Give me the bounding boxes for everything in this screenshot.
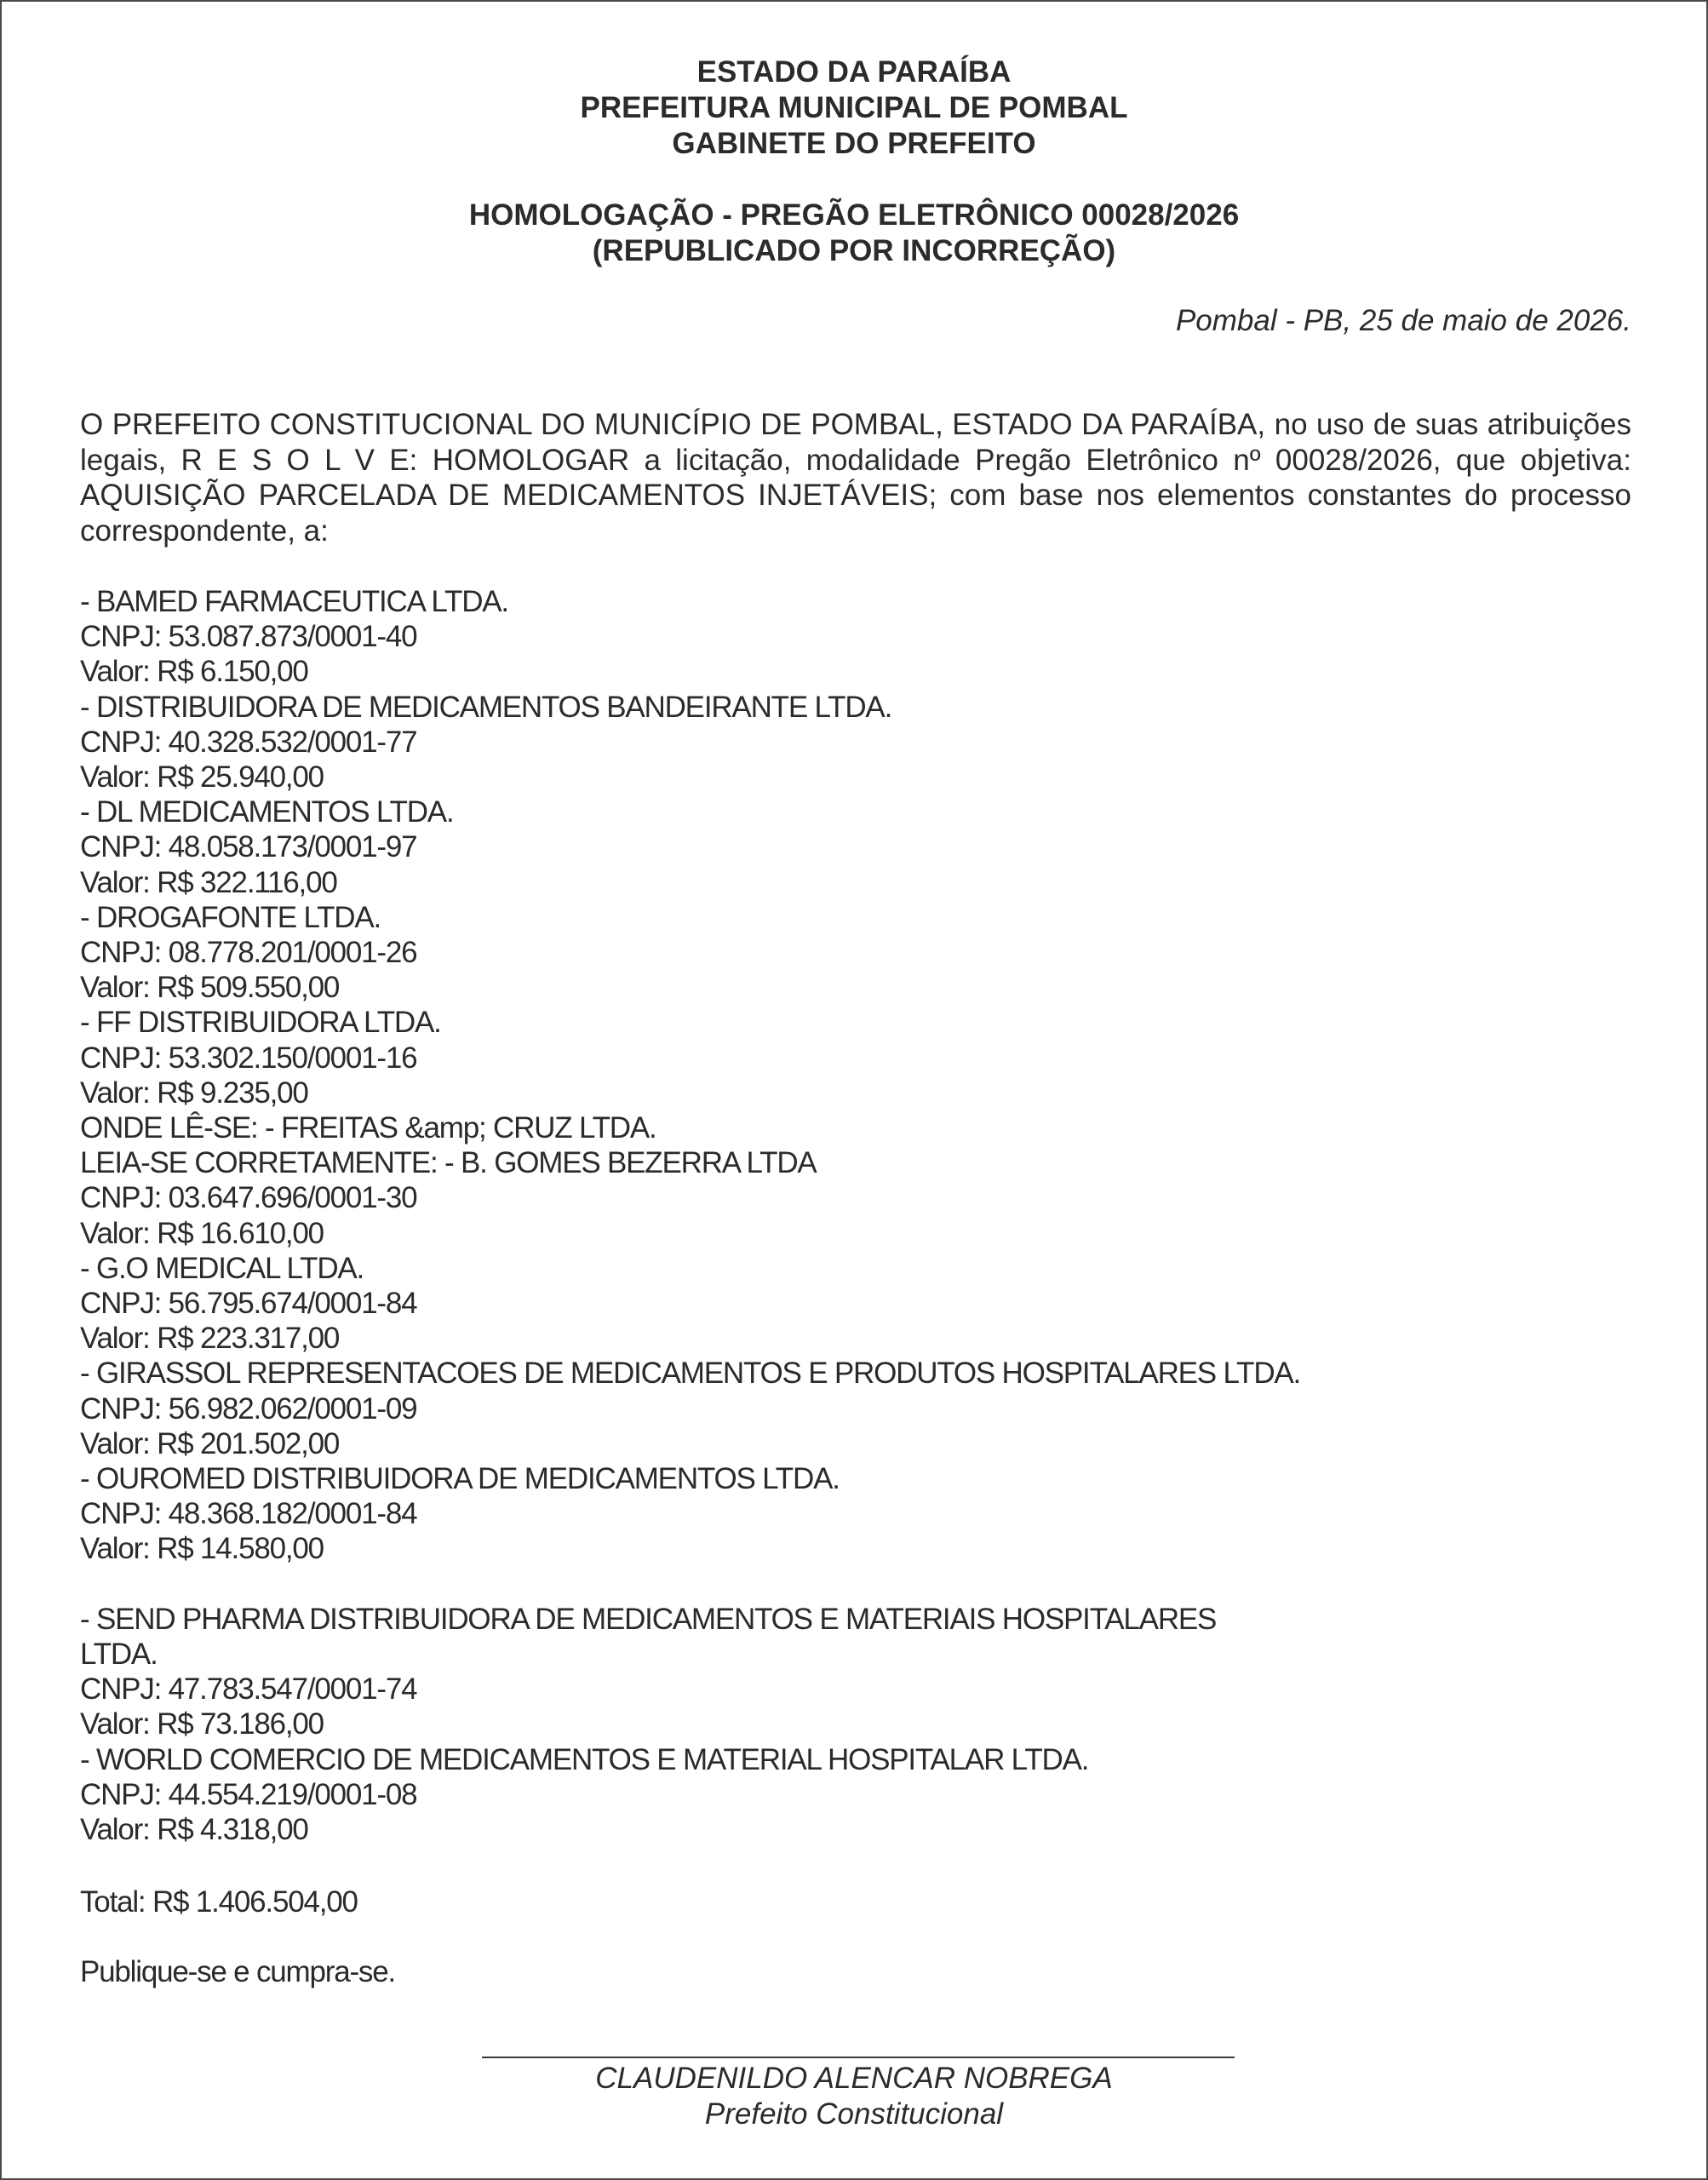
- intro-paragraph: O PREFEITO CONSTITUCIONAL DO MUNICÍPIO DE POMBAL, ESTADO DA PARAÍBA, no uso de suas atribuições legais, R E S O L V E: HOMOLOGAR a licitação, modalidade Pregão Eletrônico nº 00028/2026, que objetiva: AQUISIÇÃO PARCELADA DE MEDICAMENTOS INJETÁVEIS; com base nos elementos constantes do processo correspondente, a:: [80, 408, 1631, 548]
- header-municipality: PREFEITURA MUNICIPAL DE POMBAL: [580, 91, 1128, 124]
- list-item: CNPJ: 40.328.532/0001-77: [80, 725, 417, 759]
- list-item: - OUROMED DISTRIBUIDORA DE MEDICAMENTOS LTDA.: [80, 1462, 840, 1496]
- signature-line: [482, 2057, 1235, 2058]
- list-item: Valor: R$ 509.550,00: [80, 971, 340, 1005]
- list-item: LEIA-SE CORRETAMENTE: - B. GOMES BEZERRA LTDA: [80, 1146, 817, 1180]
- list-item: CNPJ: 03.647.696/0001-30: [80, 1181, 417, 1215]
- document-header: [2, 54, 1706, 269]
- header-state: ESTADO DA PARAÍBA: [696, 55, 1012, 89]
- header-office: GABINETE DO PREFEITO: [672, 127, 1036, 160]
- list-item: LTDA.: [80, 1637, 158, 1671]
- document-subtitle: (REPUBLICADO POR INCORREÇÃO): [592, 234, 1116, 267]
- list-item: - DL MEDICAMENTOS LTDA.: [80, 795, 454, 829]
- list-item: - G.O MEDICAL LTDA.: [80, 1251, 364, 1285]
- list-item: - DROGAFONTE LTDA.: [80, 900, 381, 934]
- header-spacer: [2, 162, 1706, 198]
- list-item: Valor: R$ 16.610,00: [80, 1216, 324, 1250]
- signature-block: [2, 2061, 1706, 2132]
- list-item: Valor: R$ 9.235,00: [80, 1076, 308, 1110]
- list-item: Valor: R$ 201.502,00: [80, 1426, 340, 1460]
- document-date: Pombal - PB, 25 de maio de 2026.: [1175, 304, 1631, 337]
- list-item: CNPJ: 48.058.173/0001-97: [80, 830, 417, 864]
- list-item: CNPJ: 48.368.182/0001-84: [80, 1497, 417, 1531]
- list-item: Valor: R$ 73.186,00: [80, 1707, 324, 1741]
- list-item: Valor: R$ 25.940,00: [80, 760, 324, 795]
- list-item: Valor: R$ 14.580,00: [80, 1532, 324, 1566]
- list-item: CNPJ: 47.783.547/0001-74: [80, 1672, 417, 1707]
- list-item: - SEND PHARMA DISTRIBUIDORA DE MEDICAMENTOS E MATERIAIS HOSPITALARES: [80, 1602, 1217, 1636]
- document-title: HOMOLOGAÇÃO - PREGÃO ELETRÔNICO 00028/2026: [468, 198, 1240, 232]
- list-item: CNPJ: 53.302.150/0001-16: [80, 1041, 417, 1075]
- awarded-companies-list: [80, 584, 1631, 1847]
- list-item: Valor: R$ 322.116,00: [80, 865, 337, 899]
- list-item: CNPJ: 56.795.674/0001-84: [80, 1287, 417, 1321]
- list-item: CNPJ: 44.554.219/0001-08: [80, 1777, 417, 1811]
- list-item: CNPJ: 53.087.873/0001-40: [80, 620, 417, 654]
- list-item: - FF DISTRIBUIDORA LTDA.: [80, 1006, 441, 1040]
- list-item: Valor: R$ 223.317,00: [80, 1322, 340, 1356]
- list-item: Valor: R$ 4.318,00: [80, 1812, 308, 1846]
- list-item: - WORLD COMERCIO DE MEDICAMENTOS E MATERIAL HOSPITALAR LTDA.: [80, 1742, 1089, 1776]
- signatory-name: CLAUDENILDO ALENCAR NOBREGA: [595, 2062, 1113, 2095]
- list-item: - DISTRIBUIDORA DE MEDICAMENTOS BANDEIRANTE LTDA.: [80, 690, 892, 724]
- list-item: ONDE LÊ-SE: - FREITAS &amp; CRUZ LTDA.: [80, 1111, 656, 1145]
- closing-statement: Publique-se e cumpra-se.: [80, 1955, 396, 1988]
- list-item: CNPJ: 08.778.201/0001-26: [80, 936, 417, 970]
- list-item: Valor: R$ 6.150,00: [80, 655, 308, 689]
- list-item: - BAMED FARMACEUTICA LTDA.: [80, 585, 508, 618]
- list-spacer: [80, 1567, 1631, 1602]
- list-item: - GIRASSOL REPRESENTACOES DE MEDICAMENTOS E PRODUTOS HOSPITALARES LTDA.: [80, 1357, 1301, 1391]
- list-item: CNPJ: 56.982.062/0001-09: [80, 1391, 417, 1426]
- signatory-role: Prefeito Constitucional: [704, 2097, 1004, 2131]
- total-value: Total: R$ 1.406.504,00: [80, 1885, 358, 1919]
